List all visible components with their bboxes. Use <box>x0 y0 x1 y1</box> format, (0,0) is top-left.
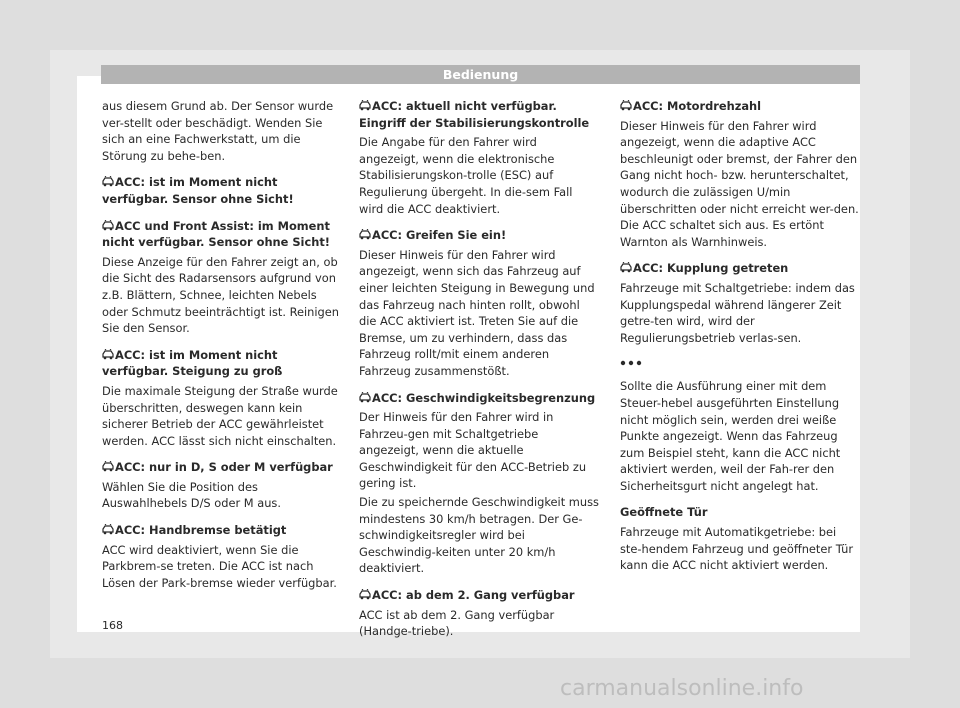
paragraph: ACC ist ab dem 2. Gang verfügbar (Handge-triebe). <box>359 607 555 639</box>
three-dots-icon <box>620 356 860 370</box>
paragraph: Der Hinweis für den Fahrer wird in Fahrzeu-gen mit Schaltgetriebe angezeigt, wenn die aktuelle Geschwindigkeit für den ACC-Betrieb zu gering ist. <box>359 410 587 491</box>
paragraph: aus diesem Grund ab. Der Sensor wurde ver-stellt oder beschädigt. Wenden Sie sich an eine Fachwerkstatt, um die Störung zu behe-ben. <box>102 99 334 163</box>
paragraph: Dieser Hinweis für den Fahrer wird angezeigt, wenn sich das Fahrzeug auf einer leichten Steigung in Bewegung und das Fahrzeug nach hinten rollt, obwohl die ACC aktiviert ist. Treten Sie auf die Bremse, um zu verhindern, dass das Fahrzeug rollt/mit einem anderen Fahrzeug zusammenstößt. <box>359 247 595 378</box>
heading: Geöffnete Tür <box>620 505 708 520</box>
acc-car-warning-icon <box>359 229 371 240</box>
acc-car-warning-icon <box>102 524 114 535</box>
paragraph: Fahrzeuge mit Automatikgetriebe: bei ste-hendem Fahrzeug und geöffneter Tür kann die ACC nicht aktiviert werden. <box>620 525 854 573</box>
heading: ACC: nur in D, S oder M verfügbar <box>102 459 342 476</box>
paragraph: Sollte die Ausführung einer mit dem Steuer-hebel ausgeführten Einstellung nicht möglich sein, werden drei weiße Punkte angezeigt. Wenn das Fahrzeug zum Beispiel steht, kann die ACC nicht aktiviert werden, weil der Fah-rer den Sicherheitsgurt nicht angelegt hat. <box>620 379 841 493</box>
paragraph: Dieser Hinweis für den Fahrer wird angezeigt, wenn die adaptive ACC beschleunigt oder bremst, der Fahrer den Gang nicht hoch- bzw. herunterschaltet, wodurch die zulässigen U/min überschritten oder nicht erreicht wer-den. Die ACC schaltet sich aus. Es ertönt Warnton als Warnhinweis. <box>620 118 859 249</box>
heading: ACC: aktuell nicht verfügbar. Eingriff der Stabilisierungskontrolle <box>359 99 590 130</box>
page-number: 168 <box>102 619 123 632</box>
paragraph: Die Angabe für den Fahrer wird angezeigt, wenn die elektronische Stabilisierungskon-trolle (ESC) auf Regulierung übergeht. In die-sem Fall wird die ACC deaktiviert. <box>359 135 573 216</box>
paragraph: Die zu speichernde Geschwindigkeit muss mindestens 30 km/h betragen. Der Ge-schwindigkeitsregler wird bei Geschwindig-keiten unter 20 km/h deaktiviert. <box>359 495 599 576</box>
heading: ACC: ab dem 2. Gang verfügbar <box>359 587 599 604</box>
paragraph: Die maximale Steigung der Straße wurde überschritten, deswegen kann kein sicherer Betrieb der ACC gewährleistet werden. ACC lässt sich nicht einschalten. <box>102 383 338 448</box>
paragraph: Wählen Sie die Position des Auswahlhebels D/S oder M aus. <box>102 479 281 511</box>
heading: ACC: Kupplung getreten <box>620 260 860 277</box>
paragraph: ACC wird deaktiviert, wenn Sie die Parkbrem-se treten. Die ACC ist nach Lösen der Park-bremse wieder verfügbar. <box>102 542 337 590</box>
acc-car-warning-icon <box>102 461 114 472</box>
paragraph: Fahrzeuge mit Schaltgetriebe: indem das Kupplungspedal während längerer Zeit getre-ten wird, wird der Regulierungsbetrieb verlas-sen. <box>620 280 855 345</box>
acc-car-warning-icon <box>359 392 371 403</box>
heading: ACC: Greifen Sie ein! <box>359 227 599 244</box>
paragraph: Diese Anzeige für den Fahrer zeigt an, ob die Sicht des Radarsensors aufgrund von z.B. Blättern, Schnee, leichten Nebels oder Schmutz beeinträchtigt ist. Reinigen Sie den Sensor. <box>102 254 340 336</box>
column-middle <box>359 98 599 650</box>
acc-car-warning-icon <box>102 220 114 231</box>
heading: ACC: Geschwindigkeitsbegrenzung <box>359 390 599 407</box>
acc-car-warning-icon <box>620 100 632 111</box>
column-left <box>102 98 342 601</box>
acc-car-warning-icon <box>359 589 371 600</box>
acc-car-warning-icon <box>620 262 632 273</box>
acc-car-warning-icon <box>102 349 114 360</box>
section-header: Bedienung <box>101 65 860 84</box>
acc-car-warning-icon <box>102 176 114 187</box>
heading: ACC: ist im Moment nicht verfügbar. Sensor ohne Sicht! <box>102 175 294 206</box>
heading: ACC: Handbremse betätigt <box>102 522 342 539</box>
heading: ACC und Front Assist: im Moment nicht verfügbar. Sensor ohne Sicht! <box>102 218 330 250</box>
watermark: carmanualsonline.info <box>560 676 804 701</box>
acc-car-warning-icon <box>359 100 371 111</box>
column-right <box>620 98 860 584</box>
heading: ACC: Motordrehzahl <box>620 98 860 115</box>
heading: ACC: ist im Moment nicht verfügbar. Steigung zu groß <box>102 347 283 379</box>
